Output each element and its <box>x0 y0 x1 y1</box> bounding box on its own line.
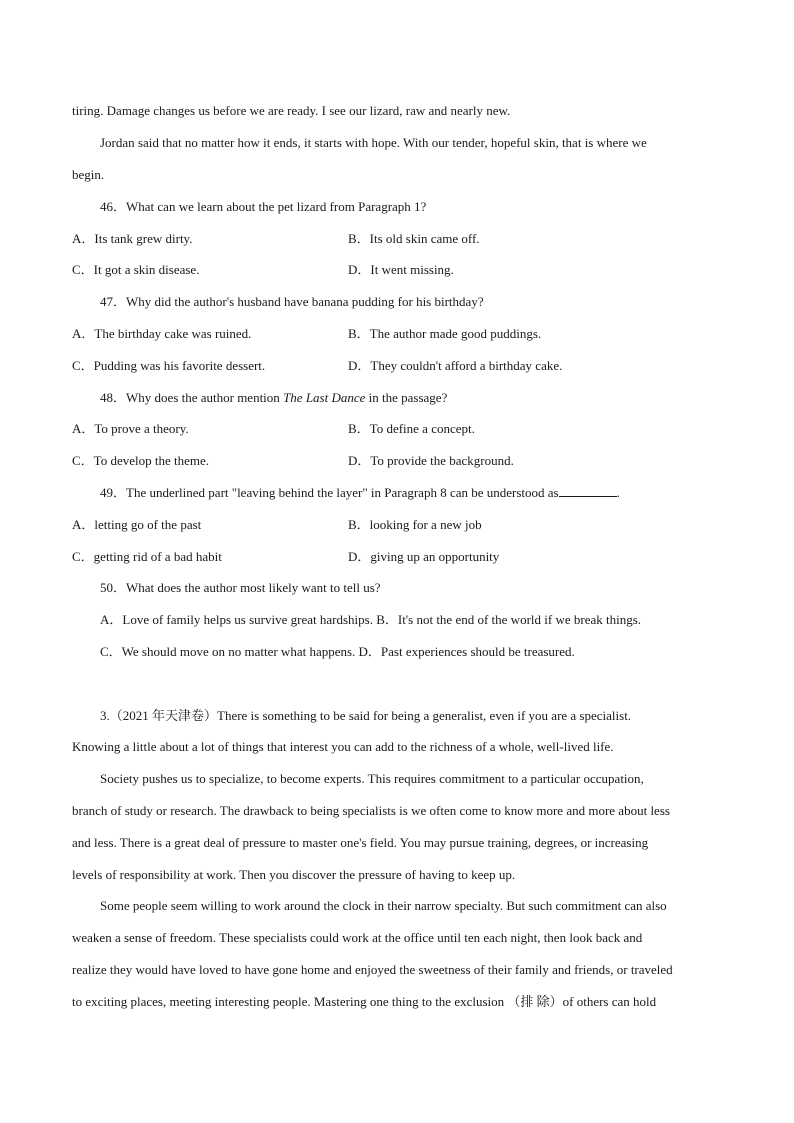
question-stem-48 <box>100 390 447 406</box>
option-47-c[interactable]: C．Pudding was his favorite dessert. <box>72 358 266 373</box>
passage3-line: realize they would have loved to have gone home and enjoyed the sweetness of their family and friends, or traveled <box>72 962 673 977</box>
option-48-d[interactable]: D．To provide the background. <box>348 453 514 468</box>
option-47-b[interactable]: B．The author made good puddings. <box>348 326 542 341</box>
passage3-line: weaken a sense of freedom. These specialists could work at the office until ten each night, then look back and <box>72 930 643 945</box>
option-49-c[interactable]: C．getting rid of a bad habit <box>72 549 222 564</box>
question-stem-49 <box>100 485 620 501</box>
option-46-c[interactable]: C．It got a skin disease. <box>72 262 200 277</box>
answer-blank[interactable] <box>559 485 617 497</box>
passage3-line: to exciting places, meeting interesting people. Mastering one thing to the exclusion （排 除）of others can hold <box>72 994 657 1009</box>
option-49-d[interactable]: D．giving up an opportunity <box>348 549 500 564</box>
passage3-line: Society pushes us to specialize, to become experts. This requires commitment to a particular occupation, <box>100 771 644 786</box>
option-46-a[interactable]: A．Its tank grew dirty. <box>72 231 193 246</box>
question-stem-47: 47．Why did the author's husband have banana pudding for his birthday? <box>100 294 484 309</box>
option-48-c[interactable]: C．To develop the theme. <box>72 453 210 468</box>
option-48-b[interactable]: B．To define a concept. <box>348 421 475 436</box>
stem-text: 49．The underlined part "leaving behind the layer" in Paragraph 8 can be understood as <box>100 485 559 500</box>
stem-text: in the passage? <box>365 390 448 405</box>
passage3-line: Knowing a little about a lot of things that interest you can add to the richness of a whole, well-lived life. <box>72 739 614 754</box>
passage3-line: 3.（2021 年天津卷）There is something to be said for being a generalist, even if you are a specialist. <box>100 708 632 723</box>
options-50-row1[interactable]: A．Love of family helps us survive great hardships. B．It's not the end of the world if we break things. <box>100 612 642 627</box>
passage-line: begin. <box>72 167 105 182</box>
option-46-d[interactable]: D．It went missing. <box>348 262 454 277</box>
option-47-a[interactable]: A．The birthday cake was ruined. <box>72 326 252 341</box>
option-49-a[interactable]: A．letting go of the past <box>72 517 202 532</box>
question-stem-50: 50．What does the author most likely want to tell us? <box>100 580 381 595</box>
passage3-line: branch of study or research. The drawback to being specialists is we often come to know more and more about less <box>72 803 670 818</box>
passage-line: Jordan said that no matter how it ends, it starts with hope. With our tender, hopeful skin, that is where we <box>100 135 647 150</box>
stem-text: 48．Why does the author mention <box>100 390 284 405</box>
passage3-line: levels of responsibility at work. Then you discover the pressure of having to keep up. <box>72 867 516 882</box>
option-46-b[interactable]: B．Its old skin came off. <box>348 231 480 246</box>
stem-italic-title: The Last Dance <box>283 390 366 405</box>
option-47-d[interactable]: D．They couldn't afford a birthday cake. <box>348 358 563 373</box>
passage3-line: and less. There is a great deal of pressure to master one's field. You may pursue training, degrees, or increasing <box>72 835 649 850</box>
passage3-line: Some people seem willing to work around the clock in their narrow specialty. But such commitment can also <box>100 898 667 913</box>
option-49-b[interactable]: B．looking for a new job <box>348 517 482 532</box>
question-stem-46: 46．What can we learn about the pet lizard from Paragraph 1? <box>100 199 427 214</box>
stem-end: . <box>616 485 620 500</box>
passage-line: tiring. Damage changes us before we are ready. I see our lizard, raw and nearly new. <box>72 103 511 118</box>
options-50-row2[interactable]: C．We should move on no matter what happens. D．Past experiences should be treasured. <box>100 644 575 659</box>
option-48-a[interactable]: A．To prove a theory. <box>72 421 189 436</box>
